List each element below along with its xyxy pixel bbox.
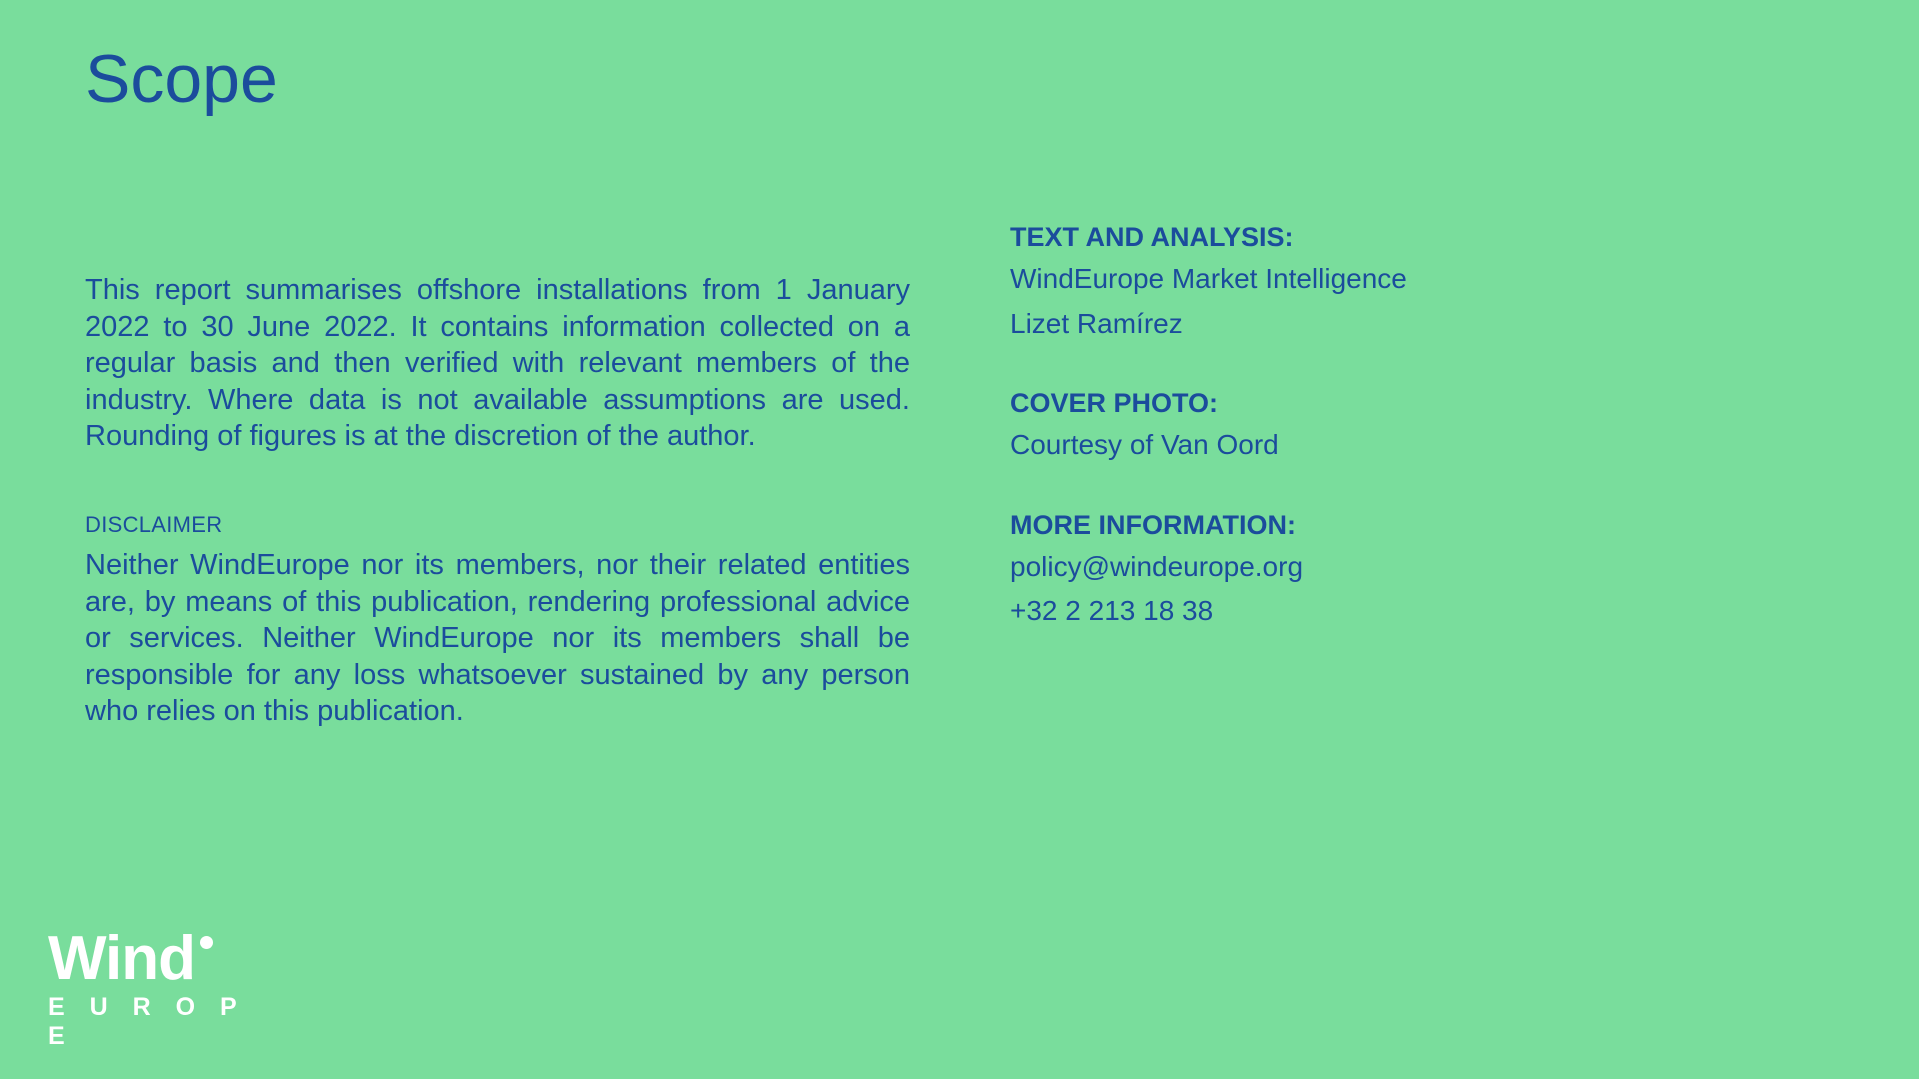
text-and-analysis-line-2: Lizet Ramírez	[1010, 307, 1183, 339]
cover-photo-line-1: Courtesy of Van Oord	[1010, 429, 1279, 461]
left-column	[85, 272, 910, 730]
logo-subtext: E U R O P E	[48, 993, 246, 1050]
disclaimer-label: DISCLAIMER	[85, 511, 223, 537]
more-information-heading: MORE INFORMATION:	[1010, 509, 1296, 540]
contact-email[interactable]: policy@windeurope.org	[1010, 550, 1304, 582]
windeurope-logo	[48, 924, 278, 1051]
page-title: Scope	[85, 41, 278, 117]
logo-wordmark-text: Wind	[48, 924, 195, 994]
right-column	[1010, 222, 1790, 636]
intro-paragraph: This report summarises offshore installations from 1 January 2022 to 30 June 2022. It contains information collected on a regular basis and then verified with relevant members of the industry. Where data is not available assumptions are used. Rounding of figures is at the discretion of the author.	[85, 274, 910, 453]
disclaimer-paragraph: Neither WindEurope nor its members, nor their related entities are, by means of this publication, rendering professional advice or services. Neither WindEurope nor its members shall be responsible for any loss whatsoever sustained by any person who relies on this publication.	[85, 549, 910, 728]
text-and-analysis-heading: TEXT AND ANALYSIS:	[1010, 222, 1294, 252]
contact-phone: +32 2 213 18 38	[1010, 595, 1214, 627]
logo-dot-icon	[200, 936, 213, 949]
cover-photo-block	[1010, 388, 1790, 466]
text-and-analysis-line-1: WindEurope Market Intelligence	[1010, 263, 1407, 294]
text-and-analysis-block	[1010, 222, 1790, 344]
cover-photo-heading: COVER PHOTO:	[1010, 388, 1219, 419]
logo-wordmark	[48, 924, 195, 994]
more-information-block	[1010, 510, 1790, 632]
